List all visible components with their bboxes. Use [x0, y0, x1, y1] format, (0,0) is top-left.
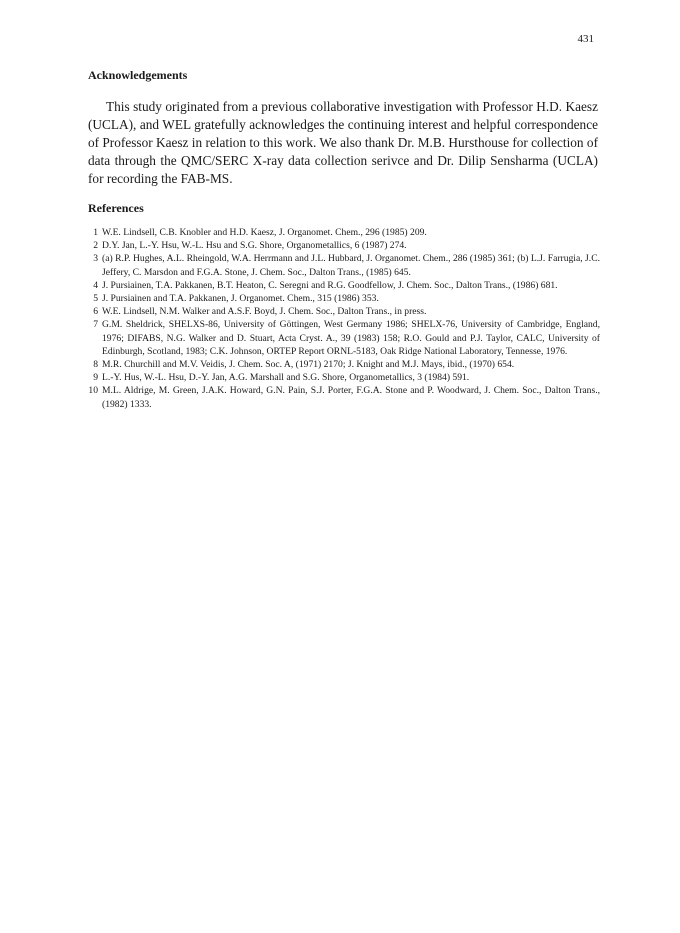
reference-item: [88, 358, 600, 371]
reference-item: [88, 239, 600, 252]
reference-text: (a) R.P. Hughes, A.L. Rheingold, W.A. Herrmann and J.L. Hubbard, J. Organomet. Chem., 286 (1985) 361; (b) L.J. Farrugia, J.C. Jeffery, C. Marsdon and F.G.A. Stone, J. Chem. Soc., Dalton Trans., (1985) 645.: [102, 253, 600, 278]
reference-text: J. Pursiainen, T.A. Pakkanen, B.T. Heaton, C. Seregni and R.G. Goodfellow, J. Chem. Soc., Dalton Trans., (1986) 681.: [102, 279, 558, 291]
reference-number: 3: [93, 253, 98, 265]
reference-item: [88, 252, 600, 278]
reference-number: 9: [93, 372, 98, 384]
references-list: [88, 226, 600, 411]
reference-number: 4: [93, 279, 98, 291]
reference-text: W.E. Lindsell, N.M. Walker and A.S.F. Boyd, J. Chem. Soc., Dalton Trans., in press.: [102, 306, 427, 318]
reference-item: [88, 279, 600, 292]
reference-item: [88, 318, 600, 358]
acknowledgements-heading: Acknowledgements: [88, 68, 188, 82]
page-number: 431: [577, 33, 594, 45]
reference-number: 10: [88, 385, 98, 397]
reference-item: [88, 384, 600, 410]
reference-text: M.L. Aldrige, M. Green, J.A.K. Howard, G.N. Pain, S.J. Porter, F.G.A. Stone and P. Woodward, J. Chem. Soc., Dalton Trans., (1982) 1333.: [102, 385, 600, 410]
reference-item: [88, 226, 600, 239]
reference-number: 8: [93, 359, 98, 371]
reference-item: [88, 371, 600, 384]
acknowledgements-body: This study originated from a previous collaborative investigation with Professor H.D. Kaesz (UCLA), and WEL gratefully acknowledges the continuing interest and helpful correspondence of Professor Kaesz in relation to this work. We also thank Dr. M.B. Hursthouse for collection of data through the QMC/SERC X-ray data collection serivce and Dr. Dilip Sensharma (UCLA) for recording the FAB-MS.: [88, 99, 598, 186]
references-heading: References: [88, 201, 144, 215]
reference-number: 7: [93, 319, 98, 331]
reference-number: 1: [93, 227, 98, 238]
reference-item: [88, 305, 600, 318]
reference-item: [88, 292, 600, 305]
reference-text: J. Pursiainen and T.A. Pakkanen, J. Organomet. Chem., 315 (1986) 353.: [102, 293, 379, 305]
reference-text: D.Y. Jan, L.-Y. Hsu, W.-L. Hsu and S.G. Shore, Organometallics, 6 (1987) 274.: [102, 240, 407, 252]
reference-text: G.M. Sheldrick, SHELXS-86, University of Göttingen, West Germany 1986; SHELX-76, University of Cambridge, England, 1976; DIFABS, N.G. Walker and D. Stuart, Acta Cryst. A., 39 (1983) 158; R.O. Gould and P.J. Taylor, CALC, University of Edinburgh, Scotland, 1983; C.K. Johnson, ORTEP Report ORNL-5183, Oak Ridge National Laboratory, Tennesse, 1976.: [102, 319, 600, 357]
reference-text: M.R. Churchill and M.V. Veidis, J. Chem. Soc. A, (1971) 2170; J. Knight and M.J. Mays, ibid., (1970) 654.: [102, 359, 515, 371]
reference-number: 5: [93, 293, 98, 305]
reference-number: 6: [93, 306, 98, 318]
reference-text: L.-Y. Hus, W.-L. Hsu, D.-Y. Jan, A.G. Marshall and S.G. Shore, Organometallics, 3 (1984) 591.: [102, 372, 470, 384]
reference-number: 2: [93, 240, 98, 252]
reference-text: W.E. Lindsell, C.B. Knobler and H.D. Kaesz, J. Organomet. Chem., 296 (1985) 209.: [102, 227, 427, 238]
